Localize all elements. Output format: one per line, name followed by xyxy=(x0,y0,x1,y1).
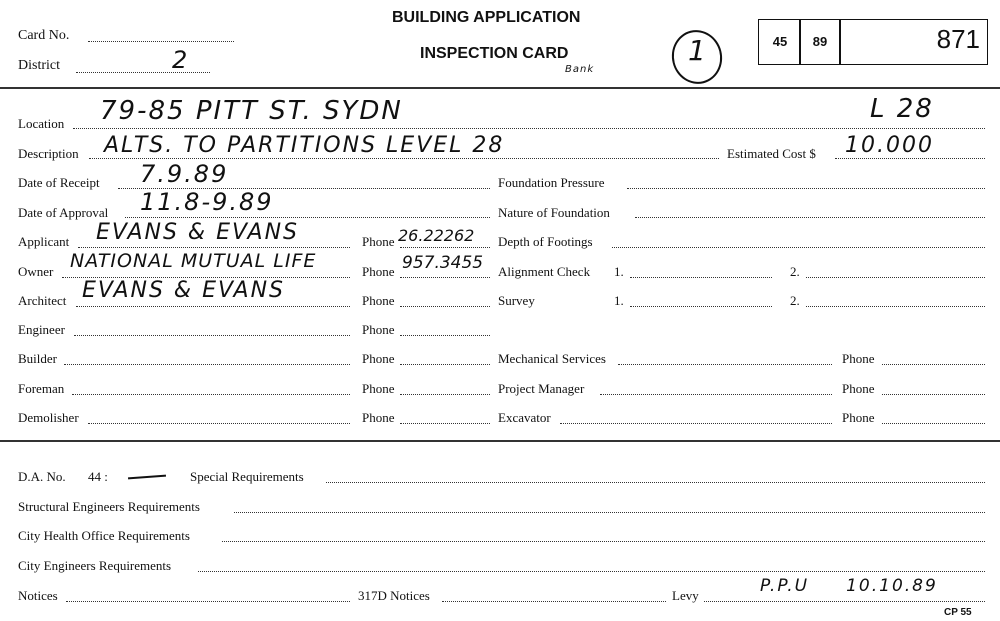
district-label: District xyxy=(18,58,60,73)
engineer-label: Engineer xyxy=(18,322,65,337)
foundation-pressure-label: Foundation Pressure xyxy=(498,175,605,190)
card-no-label: Card No. xyxy=(18,28,70,43)
architect-value: EVANS & EVANS xyxy=(82,278,285,303)
card-no-dotline xyxy=(88,41,234,42)
survey-label: Survey xyxy=(498,293,535,308)
builder-label: Builder xyxy=(18,351,57,366)
owner-label: Owner xyxy=(18,264,54,279)
card-number: 871 xyxy=(936,24,980,54)
requirements-divider xyxy=(0,440,1000,442)
city-engineers-requirements-label: City Engineers Requirements xyxy=(18,558,172,573)
health-requirements-label: City Health Office Requirements xyxy=(18,528,190,543)
header-divider xyxy=(0,87,1000,89)
alignment-1-label: 1. xyxy=(614,264,624,279)
location-value: 79-85 PITT ST. SYDN xyxy=(100,96,403,126)
da-dash-mark xyxy=(128,475,166,480)
depth-footings-label: Depth of Footings xyxy=(498,234,593,249)
owner-phone-value: 957.3455 xyxy=(402,253,484,273)
date-approval-label: Date of Approval xyxy=(18,205,109,220)
applicant-phone-value: 26.22262 xyxy=(398,226,475,245)
alignment-2-label: 2. xyxy=(790,264,800,279)
demolisher-phone-label: Phone xyxy=(362,410,395,425)
engineer-phone-label: Phone xyxy=(362,322,395,337)
project-manager-label: Project Manager xyxy=(498,381,585,396)
card-title-line1: BUILDING APPLICATION xyxy=(392,9,581,26)
excavator-phone-label: Phone xyxy=(842,410,875,425)
date-receipt-label: Date of Receipt xyxy=(18,175,100,190)
structural-requirements-label: Structural Engineers Requirements xyxy=(18,499,200,514)
notices-317d-label: 317D Notices xyxy=(358,588,430,603)
demolisher-label: Demolisher xyxy=(18,410,79,425)
form-code: CP 55 xyxy=(944,607,972,618)
location-label: Location xyxy=(18,116,65,131)
architect-label: Architect xyxy=(18,293,67,308)
mechanical-phone-label: Phone xyxy=(842,351,875,366)
excavator-label: Excavator xyxy=(498,410,551,425)
da-no-value: 44 : xyxy=(88,469,108,484)
location-level: L 28 xyxy=(870,94,934,124)
nature-foundation-label: Nature of Foundation xyxy=(498,205,610,220)
architect-phone-label: Phone xyxy=(362,293,395,308)
project-manager-phone-label: Phone xyxy=(842,381,875,396)
da-no-label: D.A. No. xyxy=(18,469,66,484)
estimated-cost-value: 10.000 xyxy=(845,133,934,158)
levy-label: Levy xyxy=(672,588,699,603)
box-cell-2: 89 xyxy=(812,34,828,49)
builder-phone-label: Phone xyxy=(362,351,395,366)
card-title-line2: INSPECTION CARD xyxy=(420,45,569,62)
circled-number: 1 xyxy=(688,34,706,67)
mechanical-label: Mechanical Services xyxy=(498,351,606,366)
header-scribble: Bank xyxy=(565,64,595,75)
alignment-check-label: Alignment Check xyxy=(498,264,591,279)
box-cell-1: 45 xyxy=(772,34,788,49)
foreman-label: Foreman xyxy=(18,381,65,396)
survey-1-label: 1. xyxy=(614,293,624,308)
owner-value: NATIONAL MUTUAL LIFE xyxy=(70,250,317,272)
applicant-label: Applicant xyxy=(18,234,70,249)
district-value: 2 xyxy=(172,46,190,74)
special-requirements-label: Special Requirements xyxy=(190,469,304,484)
owner-phone-label: Phone xyxy=(362,264,395,279)
foreman-phone-label: Phone xyxy=(362,381,395,396)
applicant-phone-label: Phone xyxy=(362,234,395,249)
date-receipt-value: 7.9.89 xyxy=(140,160,229,188)
levy-value: P.P.U 10.10.89 xyxy=(760,576,938,596)
applicant-value: EVANS & EVANS xyxy=(96,220,299,245)
district-dotline xyxy=(76,72,210,73)
date-approval-value: 11.8-9.89 xyxy=(140,188,274,216)
description-value: ALTS. TO PARTITIONS LEVEL 28 xyxy=(104,133,505,158)
notices-label: Notices xyxy=(18,588,58,603)
description-label: Description xyxy=(18,146,79,161)
survey-2-label: 2. xyxy=(790,293,800,308)
estimated-cost-label: Estimated Cost $ xyxy=(727,146,816,161)
